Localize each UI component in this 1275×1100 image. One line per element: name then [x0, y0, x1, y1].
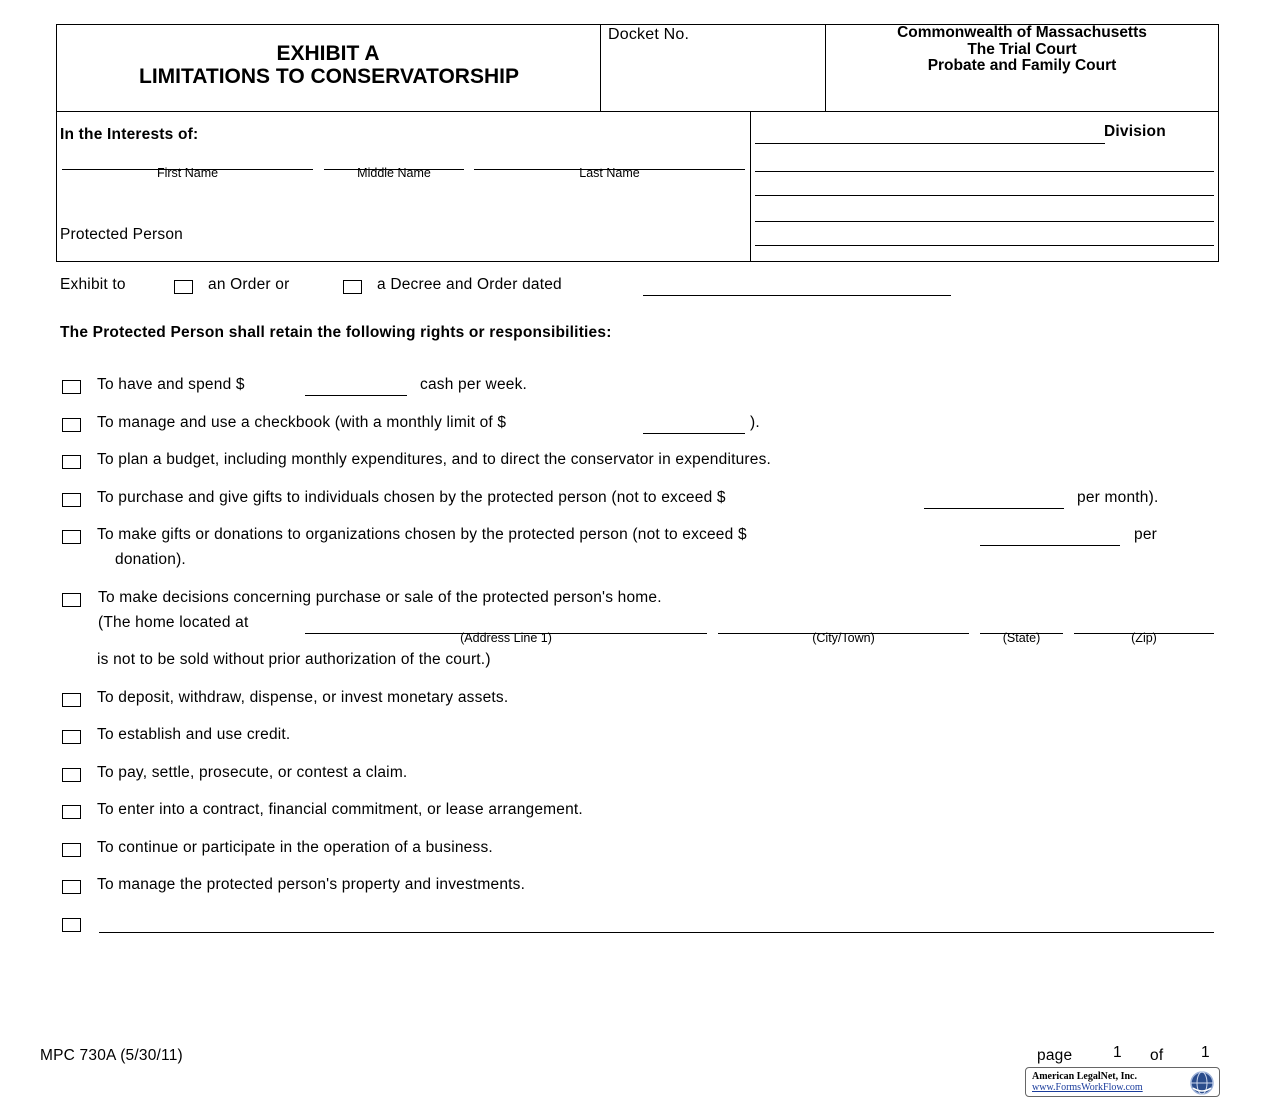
- spend-checkbox[interactable]: [62, 380, 81, 394]
- checkbook-text: To manage and use a checkbook (with a monthly limit of $: [97, 414, 507, 431]
- protected-person-label: Protected Person: [60, 226, 183, 243]
- gifts-organizations-amount-input[interactable]: [980, 530, 1120, 546]
- decree-checkbox[interactable]: [343, 280, 362, 294]
- decree-date-input[interactable]: [643, 280, 951, 296]
- gifts-individuals-text: To purchase and give gifts to individuals chosen by the protected person (not to exceed $: [97, 489, 726, 506]
- address-caption: (Address Line 1): [460, 631, 552, 645]
- order-checkbox[interactable]: [174, 280, 193, 294]
- order-label: an Order or: [208, 276, 290, 293]
- court-line-1: Commonwealth of Massachusetts: [897, 24, 1147, 41]
- vendor-name: American LegalNet, Inc.: [1032, 1071, 1137, 1082]
- deposit-text: To deposit, withdraw, dispense, or invest monetary assets.: [97, 689, 509, 706]
- city-caption: (City/Town): [812, 631, 875, 645]
- business-text: To continue or participate in the operation of a business.: [97, 839, 493, 856]
- contract-text: To enter into a contract, financial commitment, or lease arrangement.: [97, 801, 583, 818]
- decree-label: a Decree and Order dated: [377, 276, 562, 293]
- docket-input[interactable]: [612, 60, 812, 76]
- spend-text: To have and spend $: [97, 376, 245, 393]
- budget-checkbox[interactable]: [62, 455, 81, 469]
- page-label: page: [1037, 1047, 1073, 1064]
- spend-text-end: cash per week.: [420, 376, 528, 393]
- docket-label: Docket No.: [608, 26, 690, 43]
- gifts-individuals-text-end: per month).: [1077, 489, 1159, 506]
- last-name-caption: Last Name: [579, 166, 640, 180]
- other-right-input[interactable]: [99, 917, 1214, 933]
- home-checkbox[interactable]: [62, 593, 81, 607]
- spend-amount-input[interactable]: [305, 380, 407, 396]
- claim-text: To pay, settle, prosecute, or contest a claim.: [97, 764, 408, 781]
- middle-name-caption: Middle Name: [357, 166, 431, 180]
- checkbook-text-end: ).: [750, 414, 760, 431]
- exhibit-subtitle: LIMITATIONS TO CONSERVATORSHIP: [139, 65, 519, 88]
- division-line-3: [755, 195, 1214, 196]
- home-not-sold-text: is not to be sold without prior authorization of the court.): [97, 651, 491, 668]
- division-line-4: [755, 221, 1214, 222]
- first-name-caption: First Name: [156, 166, 219, 180]
- gifts-organizations-text: To make gifts or donations to organizations chosen by the protected person (not to exceed $: [97, 526, 747, 543]
- court-line-2: The Trial Court: [967, 41, 1077, 58]
- gifts-organizations-text-per: per: [1134, 526, 1158, 543]
- court-line-3: Probate and Family Court: [927, 57, 1117, 74]
- property-text: To manage the protected person's property and investments.: [97, 876, 526, 893]
- of-label: of: [1150, 1047, 1164, 1064]
- gifts-organizations-text-end: donation).: [115, 551, 186, 568]
- credit-checkbox[interactable]: [62, 730, 81, 744]
- budget-text: To plan a budget, including monthly expenditures, and to direct the conservator in expenditures.: [97, 451, 772, 468]
- page-total: 1: [1201, 1044, 1210, 1061]
- gifts-organizations-checkbox[interactable]: [62, 530, 81, 544]
- division-line-5: [755, 245, 1214, 246]
- claim-checkbox[interactable]: [62, 768, 81, 782]
- contract-checkbox[interactable]: [62, 805, 81, 819]
- state-caption: (State): [1002, 631, 1041, 645]
- vendor-url: www.FormsWorkFlow.com: [1032, 1082, 1143, 1093]
- home-located-text: (The home located at: [98, 614, 249, 631]
- page-number: 1: [1113, 1044, 1122, 1061]
- checkbook-limit-input[interactable]: [643, 418, 745, 434]
- rights-heading: The Protected Person shall retain the following rights or responsibilities:: [60, 324, 612, 341]
- home-text: To make decisions concerning purchase or sale of the protected person's home.: [98, 589, 662, 606]
- interests-divider: [750, 111, 751, 262]
- exhibit-to-label: Exhibit to: [60, 276, 126, 293]
- gifts-individuals-checkbox[interactable]: [62, 493, 81, 507]
- business-checkbox[interactable]: [62, 843, 81, 857]
- other-checkbox[interactable]: [62, 918, 81, 932]
- header-divider-1: [600, 24, 601, 112]
- division-input[interactable]: [755, 128, 1105, 144]
- credit-text: To establish and use credit.: [97, 726, 291, 743]
- division-label: Division: [1104, 123, 1166, 140]
- zip-caption: (Zip): [1131, 631, 1157, 645]
- exhibit-title: EXHIBIT A: [276, 42, 380, 65]
- gifts-individuals-amount-input[interactable]: [924, 493, 1064, 509]
- checkbook-checkbox[interactable]: [62, 418, 81, 432]
- vendor-globe-icon: [1189, 1070, 1215, 1096]
- vendor-logo-box[interactable]: [1025, 1067, 1220, 1097]
- property-checkbox[interactable]: [62, 880, 81, 894]
- interests-label: In the Interests of:: [60, 126, 199, 143]
- division-line-2: [755, 171, 1214, 172]
- deposit-checkbox[interactable]: [62, 693, 81, 707]
- form-code: MPC 730A (5/30/11): [40, 1047, 183, 1064]
